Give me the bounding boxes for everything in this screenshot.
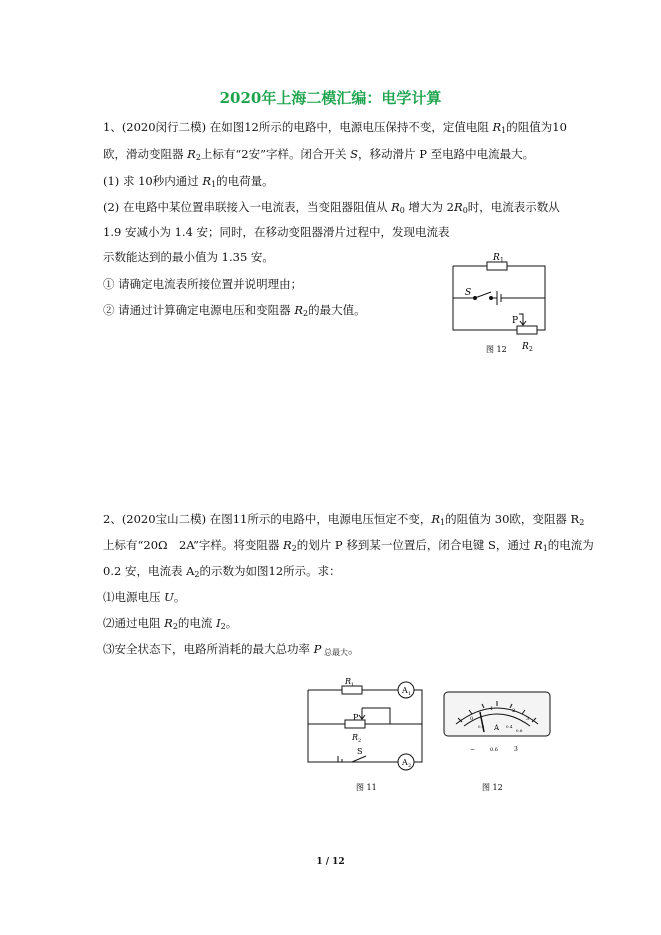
q2-fig12-terminal-06: 0.6: [490, 747, 498, 753]
q1-fig-r1-label: R: [493, 253, 500, 263]
q2-slider-wire: [362, 708, 390, 724]
q1-fig-r1-sub: 1: [500, 257, 504, 264]
q2-fig12-tick-04: 0.4: [506, 724, 513, 729]
q2-fig12-a-label: A: [494, 724, 500, 732]
q2-fig11-r1-label: R: [345, 677, 352, 686]
q2-battery: [338, 756, 342, 762]
q2-text: 的电流为: [547, 538, 594, 552]
q1-text: ，移动滑片 P 至电路中电流最大。: [358, 147, 535, 161]
q2-switch: [352, 756, 366, 762]
q1-line-8: [103, 302, 366, 322]
q1-rheostat-r2: [517, 326, 537, 334]
q2-fig12-caption: 图 12: [482, 783, 503, 792]
q2-text: 。: [225, 616, 238, 630]
q2-text: 的划片 P 移到某一位置后，闭合电键 S，通过: [296, 538, 535, 552]
q1-text: 的阻值为10: [506, 120, 567, 134]
q1-switch: [453, 292, 491, 298]
q2-subscript: 2: [194, 570, 200, 579]
q1-line-5: 1.9 安减小为 1.4 安；同时，在移动变阻器滑片过程中，发现电流表: [103, 225, 450, 239]
q2-text: 的示数为如图12所示。求：: [199, 564, 341, 578]
q2-line-4: [103, 589, 185, 605]
q2-line-3: [103, 563, 341, 583]
page-title: 2020年上海二模汇编：电学计算: [219, 89, 442, 107]
q2-fig12-tick-06: 0.6: [516, 728, 523, 733]
q2-fig12-tick-1: 1: [490, 706, 494, 712]
q1-text: 欧，滑动变阻器: [103, 147, 188, 161]
q2-line-2: [103, 537, 594, 557]
q2-fig12-tick-0: 0: [470, 716, 474, 722]
q1-text: 时，电流表示数从: [467, 200, 560, 214]
q2-text: ⑵通过电阻: [103, 616, 165, 630]
q1-circuit-figure: [445, 248, 555, 358]
q2-symbol: I: [216, 616, 221, 630]
q2-fig11-r1-sub: 1: [351, 682, 355, 688]
page-number: 1 / 12: [316, 857, 345, 867]
q1-text: (1) 求 10秒内通过: [103, 174, 203, 188]
q2-symbol: R: [431, 512, 441, 526]
q2-line-6: [103, 641, 359, 661]
q2-subscript: 1: [542, 544, 548, 553]
q2-subscript: 2: [172, 622, 178, 631]
q1-text: (2) 在电路中某位置串联接入一电流表，当变阻器阻值从: [103, 200, 392, 214]
q2-symbol: U: [164, 590, 174, 604]
q1-symbol: R: [187, 147, 196, 161]
q2-fig11-s-label: S: [357, 747, 363, 756]
q2-text: 的阻值为 30欧，变阻器 R: [445, 512, 580, 526]
q1-line-4: [103, 199, 560, 219]
q2-text: 。: [347, 642, 360, 656]
q1-fig-r2-label: R: [522, 342, 529, 352]
q2-text: 上标有“20Ω 2A”字样。将变阻器: [103, 538, 284, 552]
q1-battery: [497, 291, 501, 305]
q2-fig11-caption: 图 11: [356, 783, 377, 792]
q1-symbol: R: [454, 200, 463, 214]
q1-subscript: 0: [399, 206, 405, 215]
q2-symbol: R: [283, 538, 292, 552]
q2-symbol: R: [534, 538, 543, 552]
q1-line-3: [103, 173, 274, 193]
q2-line-5: [103, 615, 237, 635]
q2-text: 0.2 安，电流表 A: [103, 564, 195, 578]
q2-fig12-tick-3: 3: [526, 716, 530, 722]
q2-fig11-a2-label: A: [402, 758, 408, 767]
q1-subscript: 1: [211, 180, 217, 189]
q1-line-1: [103, 119, 567, 139]
q2-fig12-terminal-3: 3: [514, 746, 518, 753]
q2-text: 。: [173, 590, 186, 604]
q2-fig11-r2-sub: 2: [358, 738, 362, 744]
q2-text: 2、(2020宝山二模) 在图11所示的电路中，电源电压恒定不变，: [103, 512, 432, 526]
q1-text: 的最大值。: [308, 303, 366, 317]
q2-fig11-a2-sub: 2: [408, 763, 412, 769]
q2-fig11-p-label: P: [353, 713, 359, 722]
q1-line-7: ① 请确定电流表所接位置并说明理由；: [103, 277, 303, 291]
q1-subscript: 1: [501, 126, 507, 135]
q2-text: ⑶安全状态下，电路所消耗的最大总功率: [103, 642, 314, 656]
q1-resistor-r1: [487, 262, 507, 270]
q2-text: ⑴电源电压: [103, 590, 165, 604]
q2-symbol: P: [313, 642, 322, 656]
q1-fig-s-label: S: [465, 288, 472, 298]
q2-fig12-terminal-minus: −: [470, 746, 476, 753]
q1-symbol: R: [492, 120, 502, 134]
q2-subscript: 1: [440, 518, 446, 527]
q1-text: 上标有“2安”字样。闭合开关: [200, 147, 351, 161]
q2-symbol: R: [164, 616, 173, 630]
q1-text: 1、(2020闵行二模) 在如图12所示的电路中，电源电压保持不变，定值电阻: [103, 120, 493, 134]
q1-subscript: 0: [462, 206, 468, 215]
q1-line-6: 示数能达到的最小值为 1.35 安。: [103, 250, 274, 264]
q1-symbol: S: [350, 147, 359, 161]
q2-line-1: [103, 511, 584, 531]
q2-subscript: 2: [579, 518, 585, 527]
q2-fig12-tick-02: 0.2: [478, 724, 485, 729]
q2-fig11-r2-label: R: [352, 733, 359, 742]
q1-symbol: R: [202, 174, 212, 188]
q1-slider-arrow: [519, 314, 523, 325]
q1-fig-p-label: P: [512, 316, 519, 326]
q2-fig11-a1-label: A: [402, 686, 408, 695]
q1-text: ② 请通过计算确定电源电压和变阻器: [103, 303, 295, 317]
q1-fig-r2-sub: 2: [529, 346, 533, 353]
q1-text: 的电荷量。: [216, 174, 274, 188]
q1-line-2: [103, 146, 534, 166]
q2-circuit-figure-11: [300, 676, 430, 798]
q2-ammeter-figure-12: [440, 688, 555, 798]
q2-subscript: 2: [220, 622, 226, 631]
q1-fig-caption: 图 12: [486, 345, 507, 354]
q2-subscript: 2: [291, 544, 297, 553]
q2-text: 的电流: [177, 616, 217, 630]
q2-fig12-tick-2: 2: [512, 708, 516, 714]
q1-subscript: 2: [302, 309, 309, 318]
q1-text: 增大为 2: [404, 200, 455, 214]
q2-subscript: 总最大: [321, 648, 348, 657]
q1-symbol: R: [294, 303, 303, 317]
q2-fig11-a1-sub: 1: [408, 691, 412, 697]
q1-subscript: 2: [195, 153, 201, 162]
q1-symbol: R: [391, 200, 400, 214]
